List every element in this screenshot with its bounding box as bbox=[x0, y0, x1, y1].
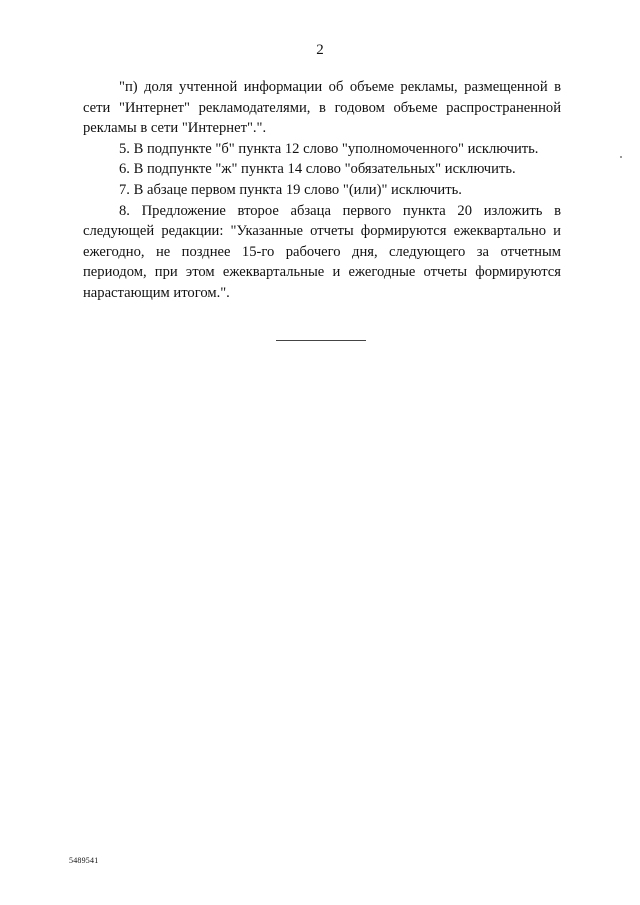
end-divider-line bbox=[276, 340, 366, 341]
document-body bbox=[83, 77, 561, 304]
paragraph-item-6: 6. В подпункте "ж" пункта 14 слово "обязательных" исключить. bbox=[119, 161, 516, 178]
margin-mark bbox=[620, 156, 622, 158]
paragraph-item-7: 7. В абзаце первом пункта 19 слово "(или)" исключить. bbox=[119, 181, 462, 198]
page-number: 2 bbox=[316, 42, 324, 58]
document-code: 5489541 bbox=[69, 856, 99, 865]
paragraph-item-5: 5. В подпункте "б" пункта 12 слово "уполномоченного" исключить. bbox=[119, 140, 539, 157]
paragraph-item-8: 8. Предложение второе абзаца первого пункта 20 изложить в следующей редакции: "Указанные отчеты формируются ежеквартально и ежегодно, не позднее 15-го рабочего дня, следующего за отчетным периодом, при этом ежеквартальные и ежегодные отчеты формируются нарастающим итогом.". bbox=[83, 202, 561, 301]
paragraph-item-p: "п) доля учтенной информации об объеме рекламы, размещенной в сети "Интернет" рекламодателями, в годовом объеме распространенной рекламы в сети "Интернет".". bbox=[83, 79, 561, 137]
